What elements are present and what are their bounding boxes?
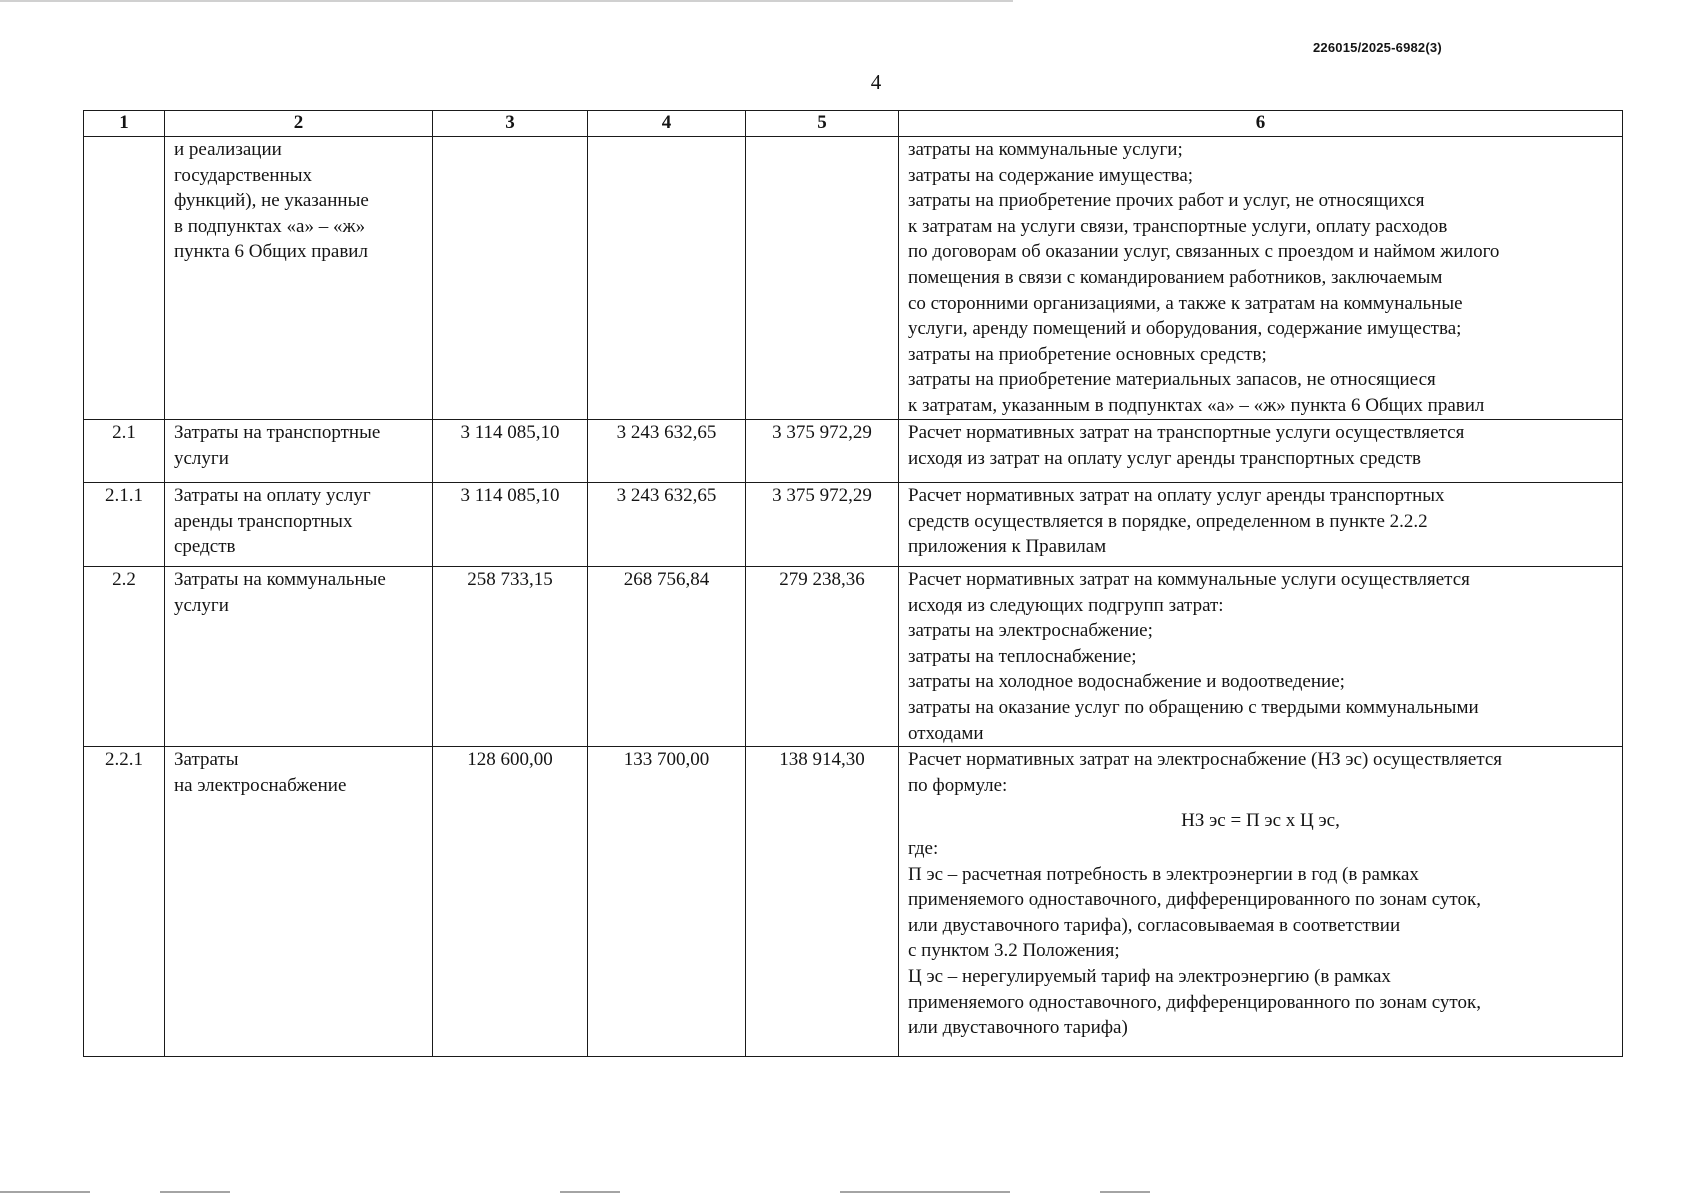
- description-line: затраты на электроснабжение;: [908, 620, 1153, 642]
- table-header: [84, 111, 1623, 137]
- cost-name-line: Затраты: [174, 749, 239, 771]
- description-line: применяемого одноставочного, дифференцированного по зонам суток,: [908, 991, 1481, 1013]
- cost-name-line: в подпунктах «а» – «ж»: [174, 215, 366, 237]
- value-year-2: 3 243 632,65: [588, 483, 746, 567]
- description-line: по формуле:: [908, 774, 1008, 796]
- cost-description: [899, 567, 1623, 747]
- description-line: где:: [908, 837, 939, 859]
- value-year-2: 3 243 632,65: [588, 420, 746, 483]
- table-row: [84, 420, 1623, 483]
- table-row: [84, 483, 1623, 567]
- value-year-3: [746, 137, 899, 420]
- row-number: 2.2.1: [84, 747, 165, 1057]
- cost-description: [899, 483, 1623, 567]
- description-line: Ц эс – нерегулируемый тариф на электроэнергию (в рамках: [908, 965, 1391, 987]
- description-line: затраты на коммунальные услуги;: [908, 139, 1183, 160]
- description-line: Расчет нормативных затрат на электроснабжение (НЗ эс) осуществляется: [908, 749, 1503, 771]
- description-line: исходя из затрат на оплату услуг аренды транспортных средств: [908, 447, 1422, 469]
- cost-name: [165, 483, 433, 567]
- header-col-6: 6: [899, 111, 1623, 137]
- value-year-3: 279 238,36: [746, 567, 899, 747]
- value-year-1: [433, 137, 588, 420]
- value-year-3: 138 914,30: [746, 747, 899, 1057]
- cost-name-line: услуги: [174, 594, 229, 616]
- cost-description: [899, 137, 1623, 420]
- cost-name-line: на электроснабжение: [174, 774, 347, 796]
- description-line: отходами: [908, 722, 984, 744]
- formula: НЗ эс = П эс х Ц эс,: [1181, 810, 1340, 832]
- description-line: затраты на теплоснабжение;: [908, 645, 1137, 667]
- cost-name-line: аренды транспортных: [174, 510, 353, 532]
- cost-name-line: средств: [174, 536, 236, 558]
- header-col-1: 1: [84, 111, 165, 137]
- header-col-4: 4: [588, 111, 746, 137]
- description-line: Расчет нормативных затрат на транспортные услуги осуществляется: [908, 422, 1465, 443]
- description-line: П эс – расчетная потребность в электроэнергии в год (в рамках: [908, 863, 1419, 885]
- description-line: по договорам об оказании услуг, связанных с проездом и наймом жилого: [908, 241, 1500, 263]
- description-line: со сторонними организациями, а также к затратам на коммунальные: [908, 292, 1463, 314]
- value-year-2: [588, 137, 746, 420]
- description-line: приложения к Правилам: [908, 536, 1107, 558]
- description-line: применяемого одноставочного, дифференцированного по зонам суток,: [908, 889, 1481, 911]
- header-row: [84, 111, 1623, 137]
- cost-name: [165, 567, 433, 747]
- description-line: затраты на оказание услуг по обращению с твердыми коммунальными: [908, 696, 1479, 718]
- header-col-2: 2: [165, 111, 433, 137]
- table-body: [84, 137, 1623, 1057]
- table-row: [84, 137, 1623, 420]
- cost-name-line: и реализации: [174, 139, 282, 160]
- description-line: к затратам на услуги связи, транспортные услуги, оплату расходов: [908, 215, 1448, 237]
- header-col-3: 3: [433, 111, 588, 137]
- cost-name-line: Затраты на коммунальные: [174, 569, 386, 590]
- cost-name-line: Затраты на оплату услуг: [174, 485, 371, 506]
- scan-edge-top: [0, 0, 1688, 2]
- scan-edge-bottom: [0, 1191, 1688, 1193]
- cost-table: [83, 110, 1623, 1057]
- description-line: Расчет нормативных затрат на коммунальные услуги осуществляется: [908, 569, 1470, 590]
- description-line: затраты на приобретение прочих работ и услуг, не относящихся: [908, 190, 1425, 212]
- description-line: помещения в связи с командированием работников, заключаемым: [908, 266, 1443, 288]
- description-line: или двуставочного тарифа): [908, 1017, 1128, 1039]
- value-year-3: 3 375 972,29: [746, 483, 899, 567]
- description-line: исходя из следующих подгрупп затрат:: [908, 594, 1224, 616]
- value-year-1: 258 733,15: [433, 567, 588, 747]
- description-line: услуги, аренду помещений и оборудования, содержание имущества;: [908, 318, 1462, 340]
- header-col-5: 5: [746, 111, 899, 137]
- page-number: 4: [870, 70, 882, 94]
- description-line: затраты на приобретение материальных запасов, не относящиеся: [908, 369, 1436, 391]
- document-registration-number: 226015/2025-6982(3): [1313, 40, 1442, 55]
- value-year-3: 3 375 972,29: [746, 420, 899, 483]
- value-year-1: 3 114 085,10: [433, 483, 588, 567]
- value-year-2: 133 700,00: [588, 747, 746, 1057]
- cost-name-line: функций), не указанные: [174, 190, 369, 212]
- description-line: затраты на содержание имущества;: [908, 164, 1194, 186]
- description-line: средств осуществляется в порядке, определенном в пункте 2.2.2: [908, 510, 1428, 532]
- cost-name-line: услуги: [174, 447, 229, 469]
- cost-name-line: Затраты на транспортные: [174, 422, 381, 443]
- description-line: затраты на приобретение основных средств;: [908, 343, 1267, 365]
- description-line: Расчет нормативных затрат на оплату услуг аренды транспортных: [908, 485, 1445, 506]
- description-line: затраты на холодное водоснабжение и водоотведение;: [908, 671, 1345, 693]
- table-row: [84, 567, 1623, 747]
- cost-name: [165, 747, 433, 1057]
- cost-name: [165, 137, 433, 420]
- description-line: с пунктом 3.2 Положения;: [908, 940, 1120, 962]
- value-year-1: 128 600,00: [433, 747, 588, 1057]
- cost-description: [899, 747, 1623, 1057]
- row-number: 2.2: [84, 567, 165, 747]
- cost-name-line: государственных: [174, 164, 313, 186]
- cost-name: [165, 420, 433, 483]
- row-number: 2.1: [84, 420, 165, 483]
- value-year-1: 3 114 085,10: [433, 420, 588, 483]
- description-line: или двуставочного тарифа), согласовываемая в соответствии: [908, 914, 1401, 936]
- cost-description: [899, 420, 1623, 483]
- row-number: 2.1.1: [84, 483, 165, 567]
- row-number: [84, 137, 165, 420]
- cost-name-line: пункта 6 Общих правил: [174, 241, 368, 263]
- table-row: [84, 747, 1623, 1057]
- description-line: к затратам, указанным в подпунктах «а» – «ж» пункта 6 Общих правил: [908, 394, 1485, 416]
- value-year-2: 268 756,84: [588, 567, 746, 747]
